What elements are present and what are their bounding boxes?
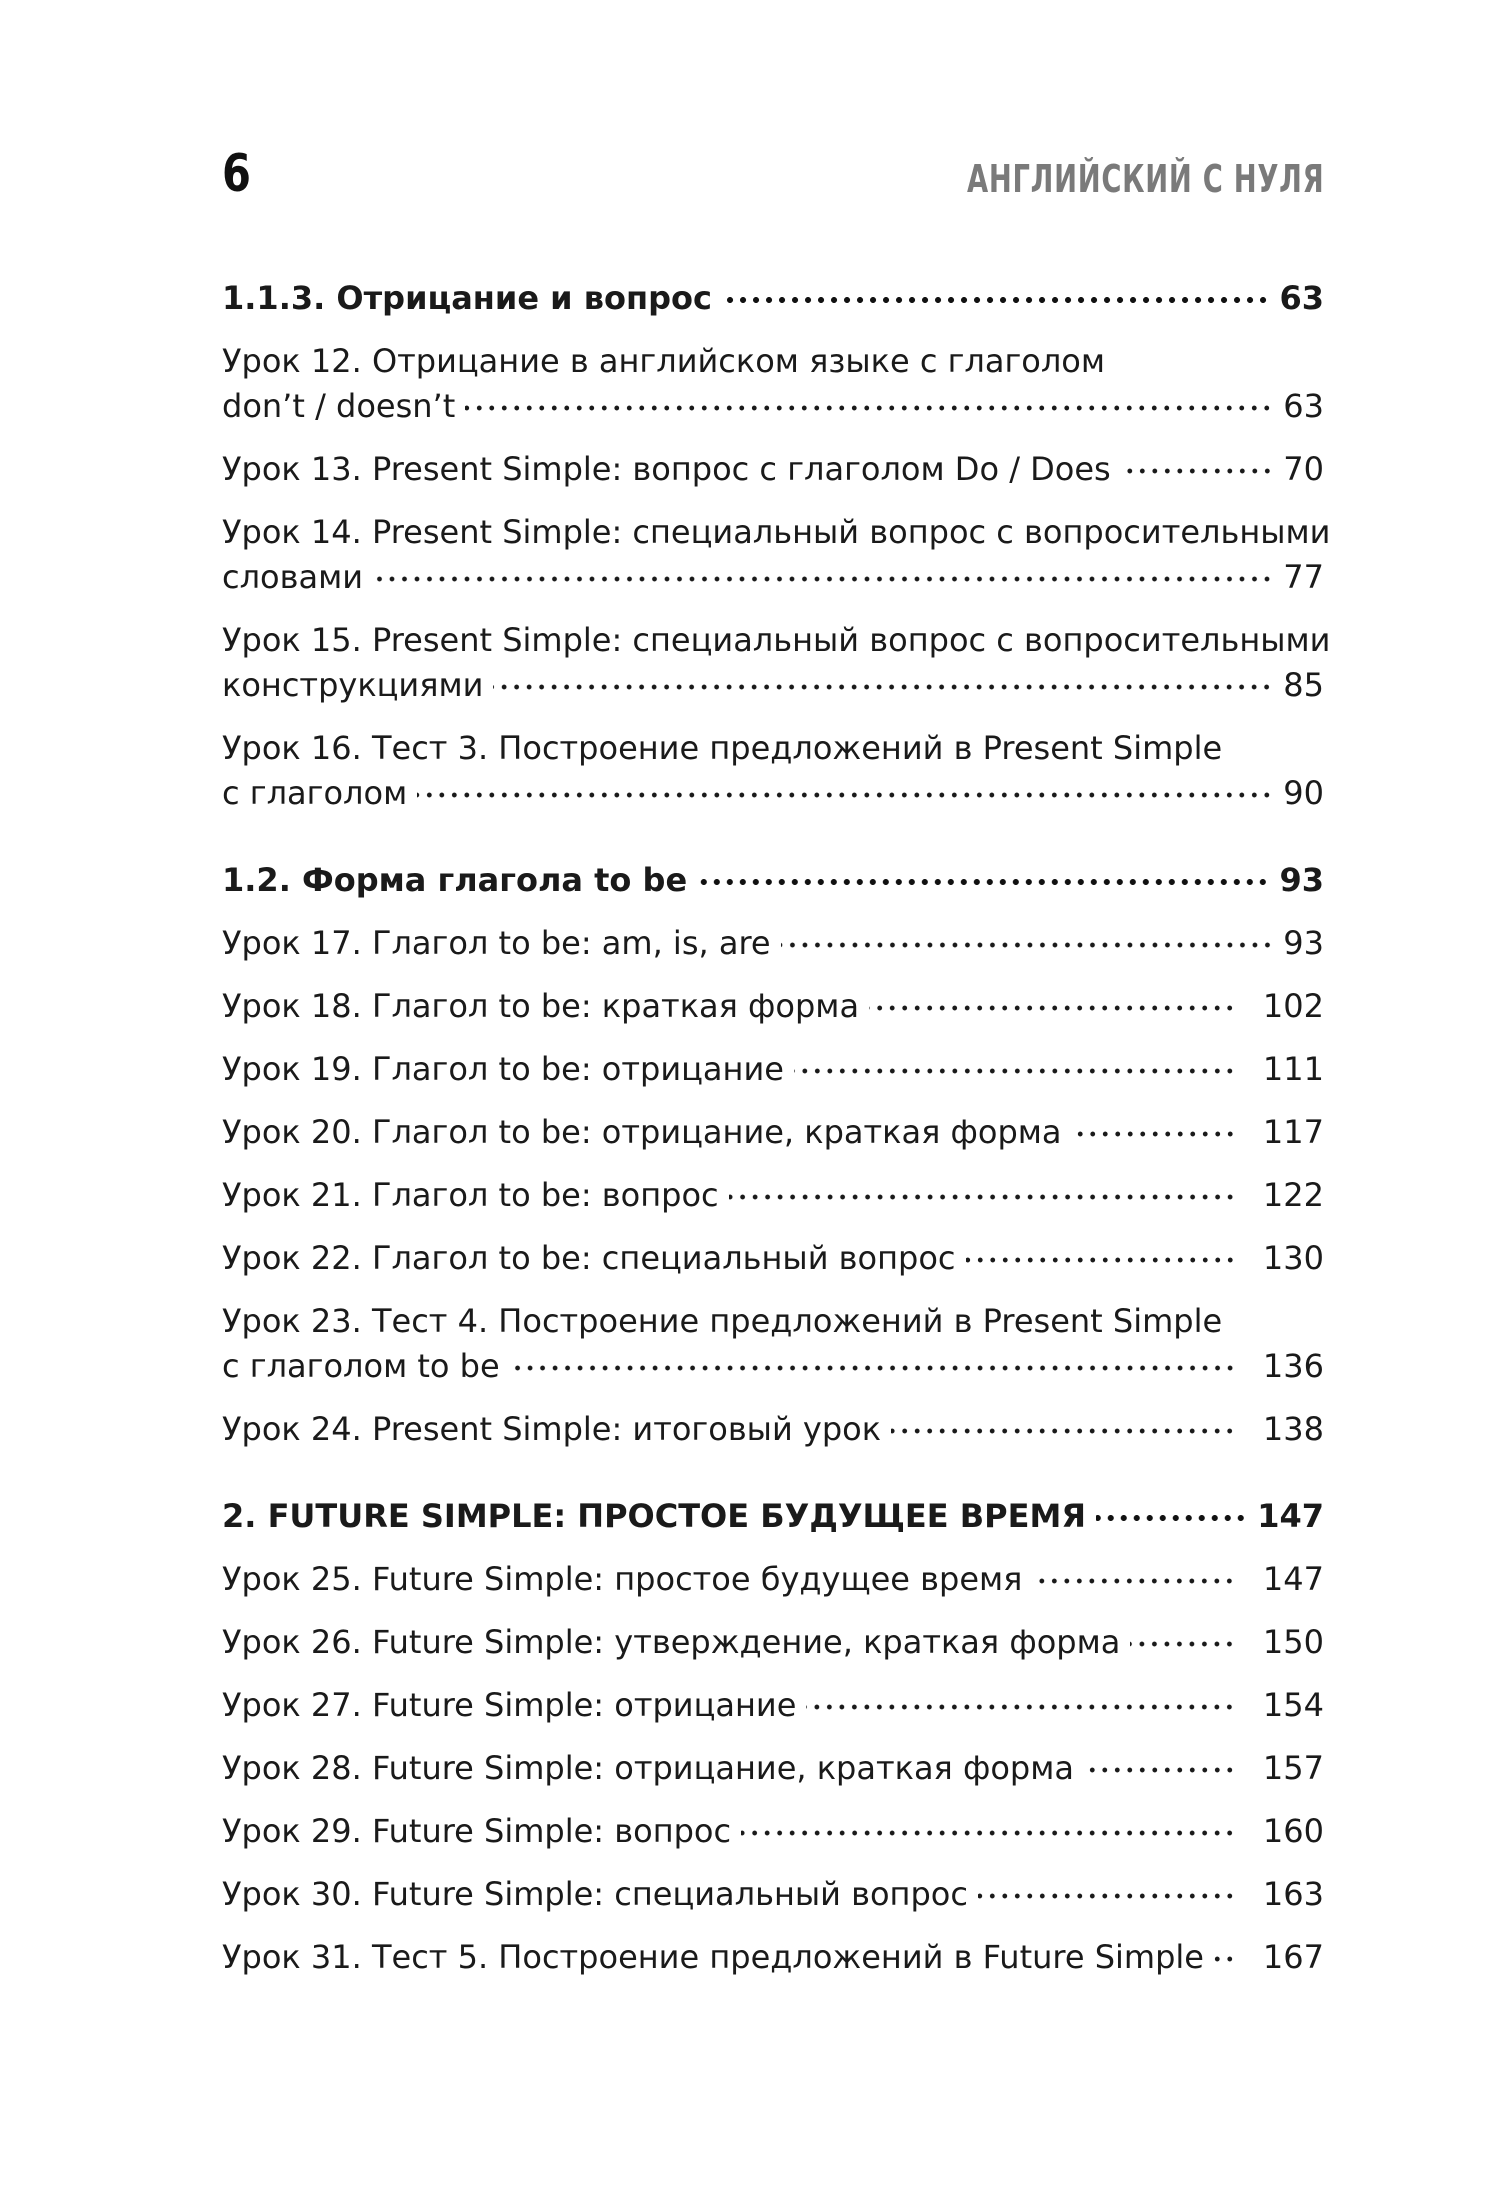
dot-leader (697, 872, 1269, 892)
toc-entry-page: 85 (1283, 666, 1324, 704)
toc-heading[interactable] (222, 276, 1324, 321)
running-head: АНГЛИЙСКИЙ С НУЛЯ (966, 157, 1324, 201)
dot-leader (1072, 1124, 1236, 1144)
toc-entry[interactable] (222, 1872, 1324, 1917)
toc-entry[interactable] (222, 339, 1324, 429)
dot-leader (1214, 1949, 1236, 1969)
toc-entry-title: с глаголом (222, 774, 408, 812)
toc-entry[interactable] (222, 726, 1324, 816)
toc-entry-page: 63 (1283, 387, 1324, 425)
toc-entry-page: 130 (1262, 1239, 1324, 1277)
toc-entry[interactable] (222, 1299, 1324, 1389)
toc-entry-title: Урок 13. Present Simple: вопрос с глаголом Do / Does (222, 450, 1111, 488)
toc-entry-title: don’t / doesn’t (222, 387, 456, 425)
toc-entry-title: Урок 18. Глагол to be: краткая форма (222, 987, 860, 1025)
toc-entry[interactable] (222, 1746, 1324, 1791)
dot-leader (510, 1358, 1236, 1378)
toc-entry[interactable] (222, 1935, 1324, 1980)
toc-entry-page: 157 (1262, 1749, 1324, 1787)
dot-leader (417, 785, 1273, 805)
toc-heading-page: 93 (1279, 861, 1324, 899)
toc-entry[interactable] (222, 510, 1331, 600)
toc-entry[interactable] (222, 1236, 1324, 1281)
dot-leader (722, 290, 1270, 310)
toc-entry-title-line1: Урок 23. Тест 4. Построение предложений в Present Simple (222, 1302, 1223, 1340)
toc-section-1-1-3 (222, 276, 1331, 816)
toc-entry[interactable] (222, 1047, 1324, 1092)
dot-leader (1032, 1571, 1236, 1591)
toc-entry-page: 150 (1262, 1623, 1324, 1661)
toc-entry-page: 163 (1262, 1875, 1324, 1913)
toc-entry-title: Урок 21. Глагол to be: вопрос (222, 1176, 719, 1214)
dot-leader (806, 1697, 1236, 1717)
dot-leader (978, 1886, 1236, 1906)
dot-leader (794, 1061, 1236, 1081)
toc-entry-page: 102 (1262, 987, 1324, 1025)
toc-heading-page: 63 (1279, 279, 1324, 317)
toc-entry-title: Урок 19. Глагол to be: отрицание (222, 1050, 784, 1088)
toc-entry-title: Урок 20. Глагол to be: отрицание, краткая форма (222, 1113, 1062, 1151)
toc-entry-page: 160 (1262, 1812, 1324, 1850)
toc-entry-title: Урок 28. Future Simple: отрицание, краткая форма (222, 1749, 1074, 1787)
toc-entry-page: 93 (1283, 924, 1324, 962)
toc-entry-page: 167 (1262, 1938, 1324, 1976)
toc-entry-page: 90 (1283, 774, 1324, 812)
dot-leader (781, 935, 1274, 955)
toc-entry-title: Урок 27. Future Simple: отрицание (222, 1686, 797, 1724)
toc-entry[interactable] (222, 1557, 1324, 1602)
toc-entry-title: Урок 31. Тест 5. Построение предложений в Future Simple (222, 1938, 1204, 1976)
toc-entry-page: 154 (1262, 1686, 1324, 1724)
table-of-contents (222, 276, 1331, 2022)
toc-entry-page: 138 (1262, 1410, 1324, 1448)
toc-entry-title: Урок 24. Present Simple: итоговый урок (222, 1410, 882, 1448)
toc-entry-title: Урок 29. Future Simple: вопрос (222, 1812, 732, 1850)
toc-entry[interactable] (222, 921, 1324, 966)
toc-entry[interactable] (222, 1683, 1324, 1728)
toc-heading-title: 1.1.3. Отрицание и вопрос (222, 279, 712, 317)
dot-leader (869, 998, 1236, 1018)
toc-entry-page: 147 (1262, 1560, 1324, 1598)
dot-leader (729, 1187, 1236, 1207)
toc-entry[interactable] (222, 1620, 1324, 1665)
toc-entry[interactable] (222, 1173, 1324, 1218)
toc-section-1-2 (222, 858, 1324, 1452)
toc-entry[interactable] (222, 984, 1324, 1029)
dot-leader (1096, 1508, 1247, 1528)
toc-entry[interactable] (222, 447, 1324, 492)
toc-heading-title: 2. FUTURE SIMPLE: ПРОСТОЕ БУДУЩЕЕ ВРЕМЯ (222, 1497, 1086, 1535)
toc-entry-page: 77 (1283, 558, 1324, 596)
toc-entry-page: 122 (1262, 1176, 1324, 1214)
dot-leader (373, 569, 1273, 589)
dot-leader (1084, 1760, 1236, 1780)
toc-entry-title: Урок 26. Future Simple: утверждение, краткая форма (222, 1623, 1121, 1661)
toc-entry-title: Урок 30. Future Simple: специальный вопрос (222, 1875, 968, 1913)
dot-leader (1130, 1634, 1236, 1654)
toc-entry-title-line1: Урок 16. Тест 3. Построение предложений в Present Simple (222, 729, 1223, 767)
toc-entry-title: с глаголом to be (222, 1347, 500, 1385)
dot-leader (1121, 461, 1274, 481)
toc-entry-title-line1: Урок 15. Present Simple: специальный вопрос с вопросительными (222, 621, 1331, 659)
toc-entry-page: 136 (1262, 1347, 1324, 1385)
toc-heading-title: 1.2. Форма глагола to be (222, 861, 688, 899)
dot-leader (891, 1421, 1236, 1441)
toc-entry-title: Урок 17. Глагол to be: am, is, are (222, 924, 771, 962)
toc-heading-page: 147 (1257, 1497, 1324, 1535)
toc-entry-title: Урок 22. Глагол to be: специальный вопрос (222, 1239, 956, 1277)
toc-entry[interactable] (222, 1809, 1324, 1854)
toc-heading[interactable] (222, 858, 1324, 903)
dot-leader (741, 1823, 1236, 1843)
toc-entry[interactable] (222, 1110, 1324, 1155)
toc-entry[interactable] (222, 618, 1331, 708)
dot-leader (493, 677, 1273, 697)
page-number: 6 (222, 144, 251, 204)
toc-entry-page: 70 (1283, 450, 1324, 488)
toc-entry-title-line1: Урок 12. Отрицание в английском языке с глаголом (222, 342, 1106, 380)
dot-leader (465, 398, 1273, 418)
toc-heading[interactable] (222, 1494, 1324, 1539)
toc-entry-title: Урок 25. Future Simple: простое будущее время (222, 1560, 1023, 1598)
toc-entry-page: 117 (1262, 1113, 1324, 1151)
toc-entry-page: 111 (1262, 1050, 1324, 1088)
toc-entry-title: конструкциями (222, 666, 484, 704)
dot-leader (966, 1250, 1237, 1270)
toc-section-2 (222, 1494, 1324, 1980)
toc-entry[interactable] (222, 1407, 1324, 1452)
toc-entry-title-line1: Урок 14. Present Simple: специальный вопрос с вопросительными (222, 513, 1331, 551)
toc-entry-title: словами (222, 558, 364, 596)
